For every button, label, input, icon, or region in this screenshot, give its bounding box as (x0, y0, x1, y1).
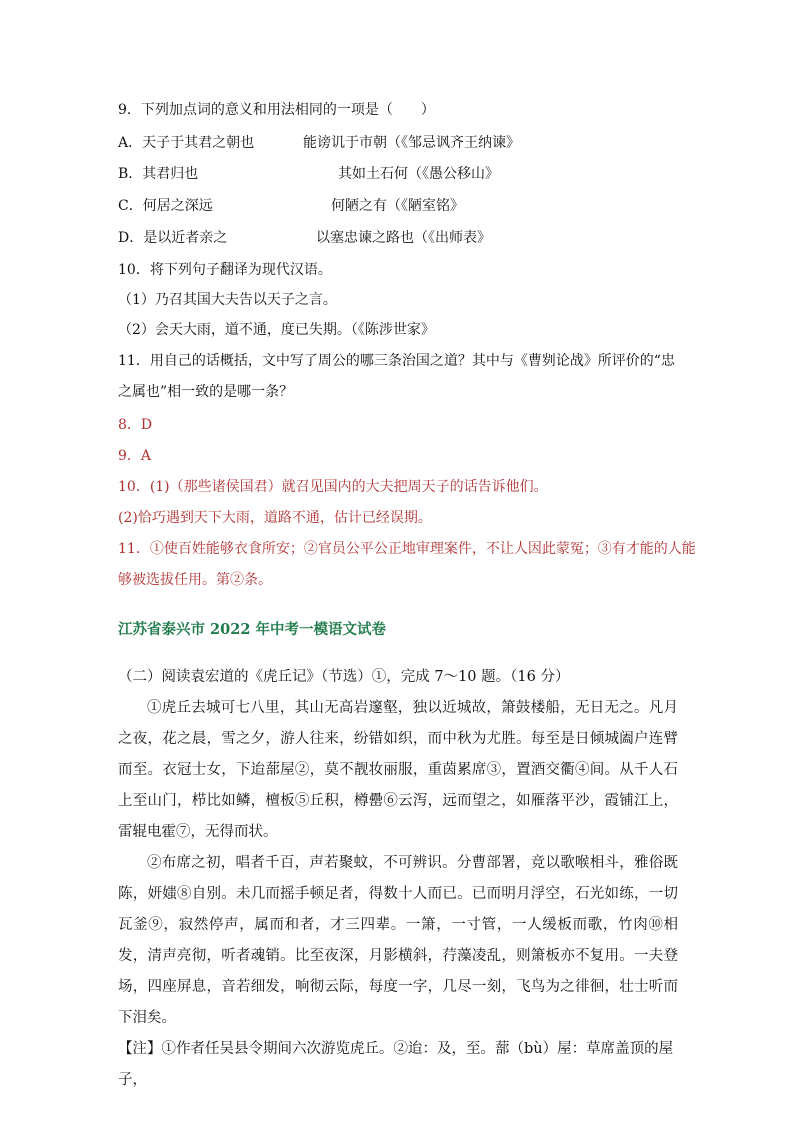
question-11-line-2: 之属也”相一致的是哪一条？ (118, 384, 294, 400)
option-a-left: A．天子于其君之朝也 (118, 135, 255, 151)
question-9: 9．下列加点词的意义和用法相同的一项是（ ） (118, 102, 435, 118)
option-b-left: B．其君归也 (118, 166, 199, 182)
section-title: 江苏省泰兴市 2022 年中考一模语文试卷 (118, 621, 386, 638)
option-c-left: C．何居之深远 (118, 198, 213, 214)
passage-intro: （二）阅读袁宏道的《虎丘记》（节选）①，完成 7～10 题。（16 分） (118, 669, 570, 685)
question-10: 10．将下列句子翻译为现代汉语。 (118, 262, 332, 278)
answer-9: 9．A (118, 448, 152, 464)
option-d-right: 以塞忠谏之路也（《出师表》 (316, 230, 491, 246)
reading-passage (118, 662, 678, 1096)
passage-paragraph-2: ②布席之初，唱者千百，声若聚蚊，不可辨识。分曹部署，竞以歌喉相斗，雅俗既陈，妍媸⑧自别。未几而摇手顿足者，得数十人而已。已而明月浮空，石光如练，一切瓦釜⑨，寂然停声，属而和者，才三四辈。一箫，一寸管，一人缓板而歌，竹肉⑩相发，清声亮彻，听者魂销。比至夜深，月影横斜，荇藻凌乱，则箫板亦不复用。一夫登场，四座屏息，音若细发，响彻云际，每度一字，几尽一刻，飞鸟为之徘徊，壮士听而下泪矣。 (118, 855, 678, 1026)
option-b-right: 其如土石何（《愚公移山》 (338, 166, 499, 182)
passage-note: 【注】①作者任吴县令期间六次游览虎丘。②迨：及，至。蔀（bù）屋：草席盖顶的屋子， (118, 1041, 674, 1088)
answer-8: 8．D (118, 417, 153, 433)
option-c-right: 何陋之有（《陋室铭》 (331, 198, 464, 214)
question-10-2: （2）会天大雨，道不通，度已失期。（《陈涉世家》 (118, 322, 435, 338)
passage-paragraph-1: ①虎丘去城可七八里，其山无高岩邃壑，独以近城故，箫鼓楼船，无日无之。凡月之夜，花之晨，雪之夕，游人往来，纷错如织，而中秋为尤胜。每至是日倾城阖户连臂而至。衣冠士女，下迨蔀屋②，莫不靓妆丽服，重茵累席③，置酒交衢④间。从千人石上至山门，栉比如鳞，檀板⑤丘积，樽罍⑥云泻，远而望之，如雁落平沙，霞铺江上，雷辊电霍⑦，无得而状。 (118, 700, 678, 840)
question-10-1: （1）乃召其国大夫告以天子之言。 (118, 292, 337, 308)
option-a-right: 能谤讥于市朝（《邹忌讽齐王纳谏》 (303, 135, 520, 151)
option-d-left: D．是以近者亲之 (118, 230, 228, 246)
answer-11-line-2: 够被选拔任用。第②条。 (118, 572, 272, 588)
answer-10-1: 10．(1)（那些诸侯国君）就召见国内的大夫把周天子的话告诉他们。 (118, 479, 548, 495)
answer-11-line-1: 11．①使百姓能够衣食所安；②官员公平公正地审理案件，不让人因此蒙冤；③有才能的人能 (118, 541, 696, 557)
question-11-line-1: 11．用自己的话概括，文中写了周公的哪三条治国之道？其中与《曹刿论战》所评价的“忠 (118, 353, 675, 369)
answer-10-2: (2)恰巧遇到天下大雨，道路不通，估计已经误期。 (118, 510, 432, 526)
